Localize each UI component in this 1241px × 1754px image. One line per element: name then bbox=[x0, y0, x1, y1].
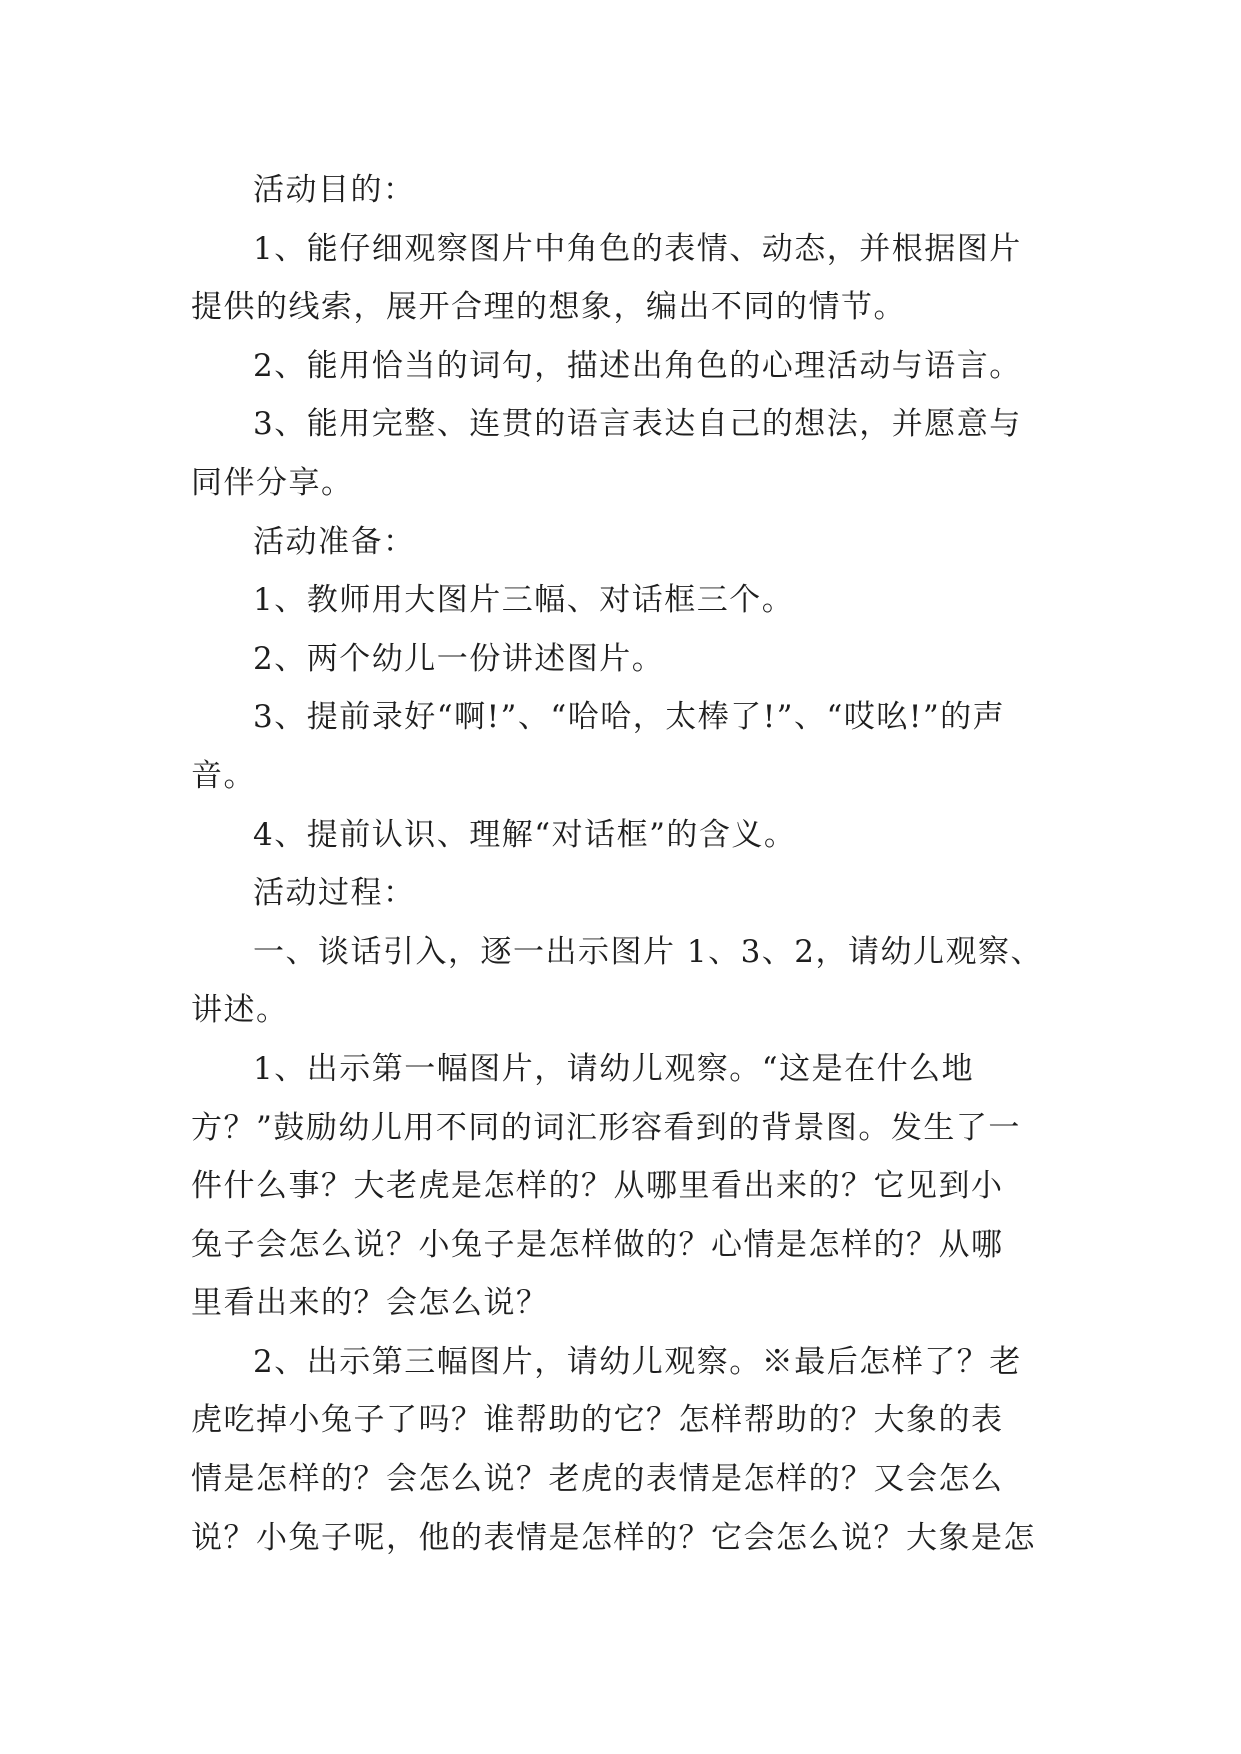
paragraph-line: 同伴分享。 bbox=[191, 464, 354, 501]
paragraph-line: 2、能用恰当的词句，描述出角色的心理活动与语言。 bbox=[253, 347, 1022, 384]
document-body bbox=[191, 161, 1051, 1567]
paragraph-line: 里看出来的？会怎么说？ bbox=[191, 1285, 549, 1322]
paragraph-line: 1、出示第一幅图片，请幼儿观察。“这是在什么地 bbox=[253, 1050, 975, 1087]
paragraph-line: 1、教师用大图片三幅、对话框三个。 bbox=[253, 582, 795, 619]
paragraph-line: 说？小兔子呢，他的表情是怎样的？它会怎么说？大象是怎 bbox=[191, 1519, 1036, 1556]
paragraph-line: 3、能用完整、连贯的语言表达自己的想法，并愿意与 bbox=[253, 406, 1022, 443]
paragraph-line: 1、能仔细观察图片中角色的表情、动态，并根据图片 bbox=[253, 230, 1022, 267]
paragraph-line: 虎吃掉小兔子了吗？谁帮助的它？怎样帮助的？大象的表 bbox=[191, 1402, 1004, 1439]
paragraph-line: 2、两个幼儿一份讲述图片。 bbox=[253, 640, 665, 677]
heading-activity-process: 活动过程： bbox=[253, 875, 416, 912]
paragraph-line: 2、出示第三幅图片，请幼儿观察。※最后怎样了？老 bbox=[253, 1343, 1022, 1380]
paragraph-line: 件什么事？大老虎是怎样的？从哪里看出来的？它见到小 bbox=[191, 1168, 1004, 1205]
paragraph-line: 4、提前认识、理解“对话框”的含义。 bbox=[253, 816, 797, 853]
heading-activity-goals: 活动目的： bbox=[253, 172, 416, 208]
paragraph-line: 兔子会怎么说？小兔子是怎样做的？心情是怎样的？从哪 bbox=[191, 1226, 1004, 1263]
paragraph-line: 3、提前录好“啊!”、“哈哈，太棒了!”、“哎吆!”的声 bbox=[253, 699, 1006, 736]
paragraph-line: 提供的线索，展开合理的想象，编出不同的情节。 bbox=[191, 289, 906, 326]
paragraph-line: 讲述。 bbox=[191, 992, 289, 1029]
paragraph-line: 音。 bbox=[191, 757, 256, 794]
paragraph-line: 情是怎样的？会怎么说？老虎的表情是怎样的？又会怎么 bbox=[191, 1461, 1004, 1498]
paragraph-line: 方？”鼓励幼儿用不同的词汇形容看到的背景图。发生了一 bbox=[191, 1109, 1021, 1146]
paragraph-line: 一、谈话引入，逐一出示图片 1、3、2，请幼儿观察、 bbox=[253, 933, 1044, 970]
heading-activity-preparation: 活动准备： bbox=[253, 523, 416, 560]
